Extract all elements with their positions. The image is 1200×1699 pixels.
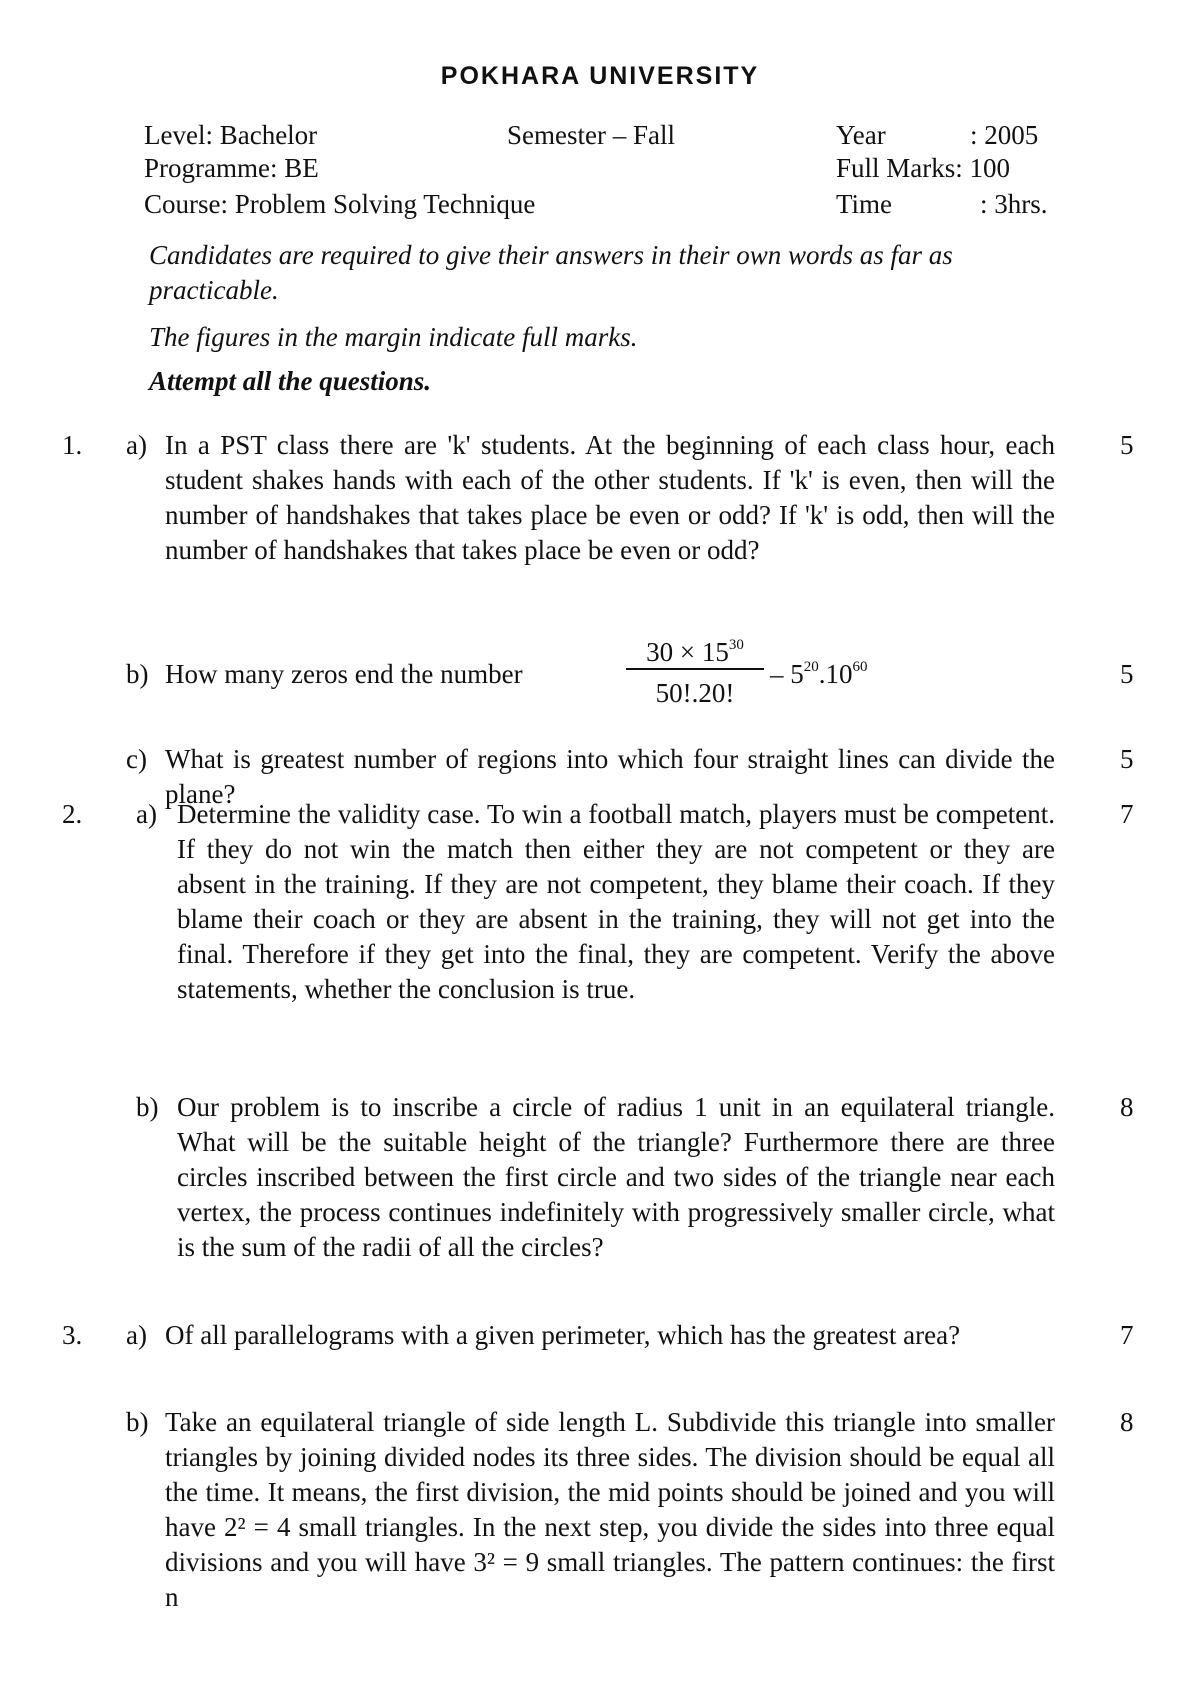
question-2b-text: Our problem is to inscribe a circle of radius 1 unit in an equilateral triangle. What will be the suitable height of the triangle? Furthermore there are three circles inscribed between the first circle and two sides of the triangle near each vertex, the process continues indefinitely with progressively smaller circle, what is the sum of the radii of all the circles? <box>177 1092 1055 1262</box>
instruction-attempt-all: Attempt all the questions. <box>149 366 432 396</box>
programme-info: Programme: BE <box>144 153 319 183</box>
question-2b-marks: 8 <box>1120 1092 1134 1122</box>
question-1c-text: What is greatest number of regions into which four straight lines can divide the plane? <box>165 744 1055 809</box>
question-1-number: 1. <box>62 430 83 460</box>
course-info: Course: Problem Solving Technique <box>144 189 536 219</box>
question-2b-label: b) <box>136 1092 159 1122</box>
question-1b-label: b) <box>126 659 149 689</box>
formula-numerator-exponent: 30 <box>728 637 744 653</box>
formula-term-b-exponent: 60 <box>852 659 868 675</box>
question-1a-label: a) <box>126 430 147 460</box>
question-3b-label: b) <box>126 1407 149 1437</box>
question-1c-marks: 5 <box>1120 744 1134 774</box>
question-3a-text: Of all parallelograms with a given perimeter, which has the greatest area? <box>165 1320 961 1350</box>
question-1b-marks: 5 <box>1120 659 1134 689</box>
formula-numerator: 30 × 15 <box>646 637 729 667</box>
formula-term-a-exponent: 20 <box>803 659 819 675</box>
question-2a-text: Determine the validity case. To win a football match, players must be competent. If they do not win the match then either they are not competent or they are absent in the training. If they are not competent, they blame their coach. If they blame their coach or they are absent in the training, they will not get into the final. Therefore if they get into the final, they are competent. Verify the above statements, whether the conclusion is true. <box>177 799 1055 1004</box>
question-3-number: 3. <box>62 1320 83 1350</box>
question-1c-label: c) <box>126 744 147 774</box>
instruction-own-words: Candidates are required to give their answers in their own words as far as practicable. <box>149 240 953 305</box>
question-1b-text: How many zeros end the number <box>165 659 523 689</box>
question-1a-text: In a PST class there are 'k' students. At the beginning of each class hour, each student shakes hands with each of the other students. If 'k' is even, then will the number of handshakes that takes place be even or odd? If 'k' is odd, then will the number of handshakes that takes place be even or odd? <box>165 430 1055 565</box>
instruction-margin-marks: The figures in the margin indicate full marks. <box>149 322 638 352</box>
question-2a-label: a) <box>136 799 157 829</box>
question-1a-marks: 5 <box>1120 430 1134 460</box>
question-2a-marks: 7 <box>1120 799 1134 829</box>
time-label: Time <box>836 189 893 219</box>
level-info: Level: Bachelor <box>144 120 318 150</box>
question-3b-text: Take an equilateral triangle of side length L. Subdivide this triangle into smaller triangles by joining divided nodes its three sides. The division should be equal all the time. It means, the first division, the mid points should be joined and you will have 2² = 4 small triangles. In the next step, you divide the sides into three equal divisions and you will have 3² = 9 small triangles. The pattern continues: the first n <box>165 1407 1055 1612</box>
time-value: : 3hrs. <box>980 189 1048 219</box>
formula-denominator: 50!.20! <box>655 678 735 708</box>
full-marks-info: Full Marks: 100 <box>836 153 1011 183</box>
question-3a-label: a) <box>126 1320 147 1350</box>
year-value: : 2005 <box>970 120 1039 150</box>
formula-fraction <box>626 628 764 710</box>
formula-term-b: .10 <box>818 659 853 689</box>
formula-remainder <box>770 650 868 692</box>
formula-term-a: 5 <box>790 659 804 689</box>
question-2-number: 2. <box>62 799 83 829</box>
semester-info: Semester – Fall <box>507 120 675 150</box>
formula-minus: – <box>770 659 784 689</box>
question-3b-marks: 8 <box>1120 1407 1134 1437</box>
university-title: POKHARA UNIVERSITY <box>440 62 760 90</box>
question-3a-marks: 7 <box>1120 1320 1134 1350</box>
year-label: Year <box>836 120 886 150</box>
